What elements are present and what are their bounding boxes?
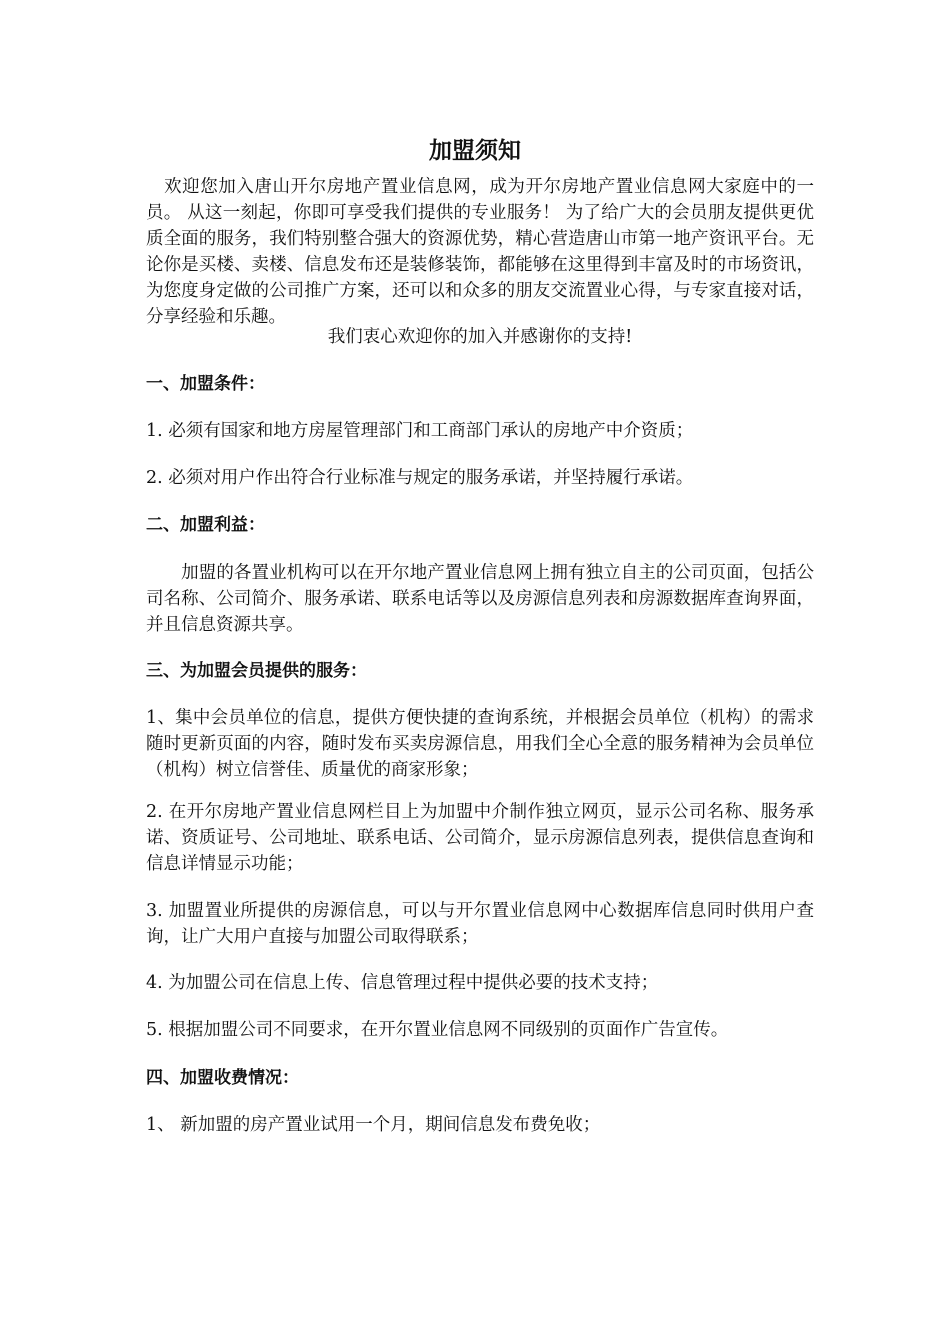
section-heading-benefits: 二、加盟利益： — [146, 515, 265, 535]
welcome-line: 我们衷心欢迎你的加入并感谢你的支持! — [327, 327, 633, 347]
service-item-1: 1、集中会员单位的信息，提供方便快捷的查询系统，并根据会员单位（机构）的需求随时更新页面的内容，随时发布买卖房源信息，用我们全心全意的服务精神为会员单位（机构）树立信誉佳、质量优的商家形象； — [146, 708, 814, 780]
section-heading-fees: 四、加盟收费情况： — [146, 1068, 299, 1088]
section-heading-services: 三、为加盟会员提供的服务： — [146, 661, 367, 681]
condition-item-1: 1. 必须有国家和地方房屋管理部门和工商部门承认的房地产中介资质； — [146, 421, 694, 441]
fee-item-1: 1、 新加盟的房产置业试用一个月，期间信息发布费免收； — [146, 1115, 601, 1135]
page-title: 加盟须知 — [429, 138, 521, 164]
service-item-3: 3. 加盟置业所提供的房源信息，可以与开尔置业信息网中心数据库信息同时供用户查询，让广大用户直接与加盟公司取得联系； — [146, 901, 814, 947]
service-item-4: 4. 为加盟公司在信息上传、信息管理过程中提供必要的技术支持； — [146, 973, 659, 993]
service-item-2: 2. 在开尔房地产置业信息网栏目上为加盟中介制作独立网页，显示公司名称、服务承诺、资质证号、公司地址、联系电话、公司简介，显示房源信息列表，提供信息查询和信息详情显示功能； — [146, 802, 814, 874]
section-heading-conditions: 一、加盟条件： — [146, 374, 265, 394]
intro-paragraph: 欢迎您加入唐山开尔房地产置业信息网，成为开尔房地产置业信息网大家庭中的一员。 从这一刻起，你即可享受我们提供的专业服务！ 为了给广大的会员朋友提供更优质全面的服务，我们特别整合强大的资源优势，精心营造唐山市第一地产资讯平台。无论你是买楼、卖楼、信息发布还是装修装饰，都能够在这里得到丰富及时的市场资讯，为您度身定做的公司推广方案，还可以和众多的朋友交流置业心得，与专家直接对话，分享经验和乐趣。 — [146, 177, 814, 327]
condition-item-2: 2. 必须对用户作出符合行业标准与规定的服务承诺，并坚持履行承诺。 — [146, 468, 694, 488]
service-item-5: 5. 根据加盟公司不同要求，在开尔置业信息网不同级别的页面作广告宣传。 — [146, 1020, 729, 1040]
benefits-paragraph: 加盟的各置业机构可以在开尔地产置业信息网上拥有独立自主的公司页面，包括公司名称、公司简介、服务承诺、联系电话等以及房源信息列表和房源数据库查询界面，并且信息资源共享。 — [146, 563, 814, 635]
